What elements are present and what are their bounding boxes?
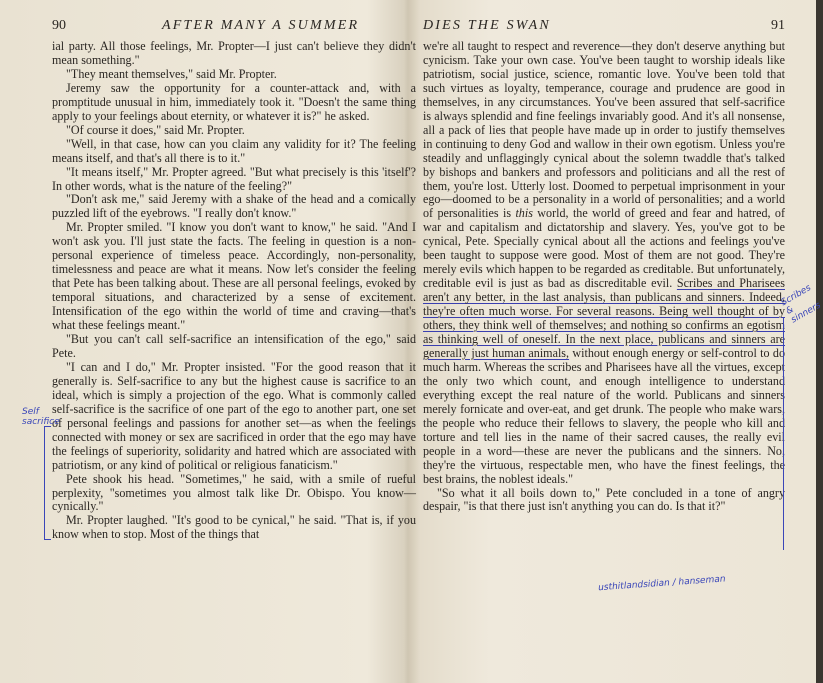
left-page bbox=[52, 18, 416, 678]
paragraph: Jeremy saw the opportunity for a counter-attack and, with a promptitude unusual in him, immediately took it. "Doesn't the same thing apply to your feelings about eternity, or whatever it is?" he asked. bbox=[52, 80, 416, 123]
right-running-head: DIES THE SWAN bbox=[423, 18, 551, 33]
right-page-text bbox=[423, 40, 785, 514]
bottom-handwritten-note: usthitlandsidian / hanseman bbox=[597, 574, 726, 594]
underlined-passage: Scribes and Pharisees aren't any better, in the last analysis, than publicans and sinners. Indeed, they're often much worse. For several reasons. Being well thought of by others, they think well of themselves; and nothing so confirms an egotism as thinking well of oneself. In the next place, publicans and sinners are generally just human animals, bbox=[423, 276, 785, 360]
paragraph: "They meant themselves," said Mr. Propter. bbox=[66, 66, 277, 81]
paragraph: "Don't ask me," said Jeremy with a shake of the head and a comically puzzled lift of the eyebrows. "I really don't know." bbox=[52, 192, 416, 221]
right-page-number: 91 bbox=[771, 18, 785, 33]
paragraph: Mr. Propter laughed. "It's good to be cynical," he said. "That is, if you know when to stop. Most of the things that bbox=[52, 513, 416, 542]
paragraph: Pete shook his head. "Sometimes," he said, with a smile of rueful perplexity, "sometimes you almost talk like Dr. Obispo. You know—cynically." bbox=[52, 471, 416, 514]
paragraph: we're all taught to respect and reverence—they don't deserve anything but cynicism. Take your own case. You've been taught to worship ideals like patriotism, social justice, science, romantic love. You've been told that such virtues as loyalty, temperance, courage and prudence are good in themselves, in any circumstances. You've been assured that self-sacrifice is always splendid and fine feelings invariably good. And it's all nonsense, all a pack of lies that people have made up in order to justify themselves in continuing to deny God and wallow in their own egotism. Unless you're steadily and unflaggingly cynical about the solemn twaddle that's talked by bishops and bankers and professors and politicians and all the rest of them, you're lost. Utterly lost. Doomed to perpetual imprisonment in your ego—doomed to be a personality in a world of personalities; and a world of personalities is this world, the world of greed and fear and hatred, of war and capitalism and dictatorship and slavery. Yes, you've got to be cynical, Pete. Specially cynical about all the actions and feelings you've been taught to suppose were good. Most of them are not good. They're merely evils which happen to be regarded as creditable. But unfortunately, creditable evil is just as bad as discreditable evil. Scribes and Pharisees aren't any better, in the last analysis, than publicans and sinners. Indeed, they're often much worse. For several reasons. Being well thought of by others, they think well of themselves; and nothing so confirms an egotism as thinking well of oneself. In the next place, publicans and sinners are generally just human animals, without enough energy or self-control to do much harm. Whereas the scribes and Pharisees have all the virtues, except the only two which count, and enough intelligence to understand everything except the real nature of the world. Publicans and sinners merely fornicate and over-eat, and get drunk. The people who make wars, the people who reduce their fellows to slavery, the people who kill and torture and tell lies in the name of their sacred causes, the really evil people in a word—these are never the publicans and the sinners. No, they're the virtuous, respectable men, who have the finest feelings, the best brains, the noblest ideals." bbox=[423, 39, 785, 486]
left-page-number: 90 bbox=[52, 18, 66, 33]
paragraph: "Well, in that case, how can you claim any validity for it? The feeling means itself, and that's all there is to it." bbox=[52, 136, 416, 165]
left-margin-bracket bbox=[44, 426, 51, 540]
paragraph: Mr. Propter smiled. "I know you don't want to know," he said. "And I won't ask you. I'll just state the facts. The feeling in question is a non-personal experience of timeless peace. Accordingly, non-personality, timelessness and peace are what it means. Now let's consider the feeling that Pete has been talking about. These are all personal feelings, evoked by temporal situations, and characterized by a sense of excitement. Intensification of the ego within the world of time and craving—that's what these feelings meant." bbox=[52, 220, 416, 333]
left-running-head: AFTER MANY A SUMMER bbox=[162, 18, 360, 33]
right-margin-bracket bbox=[777, 318, 784, 550]
right-margin-note: Scribes & sinners bbox=[779, 283, 823, 326]
left-page-header bbox=[52, 18, 416, 40]
left-page-text bbox=[52, 40, 416, 542]
paragraph: "So what it all boils down to," Pete concluded in a tone of angry despair, "is that there just isn't anything you can do. Is that it?" bbox=[423, 485, 785, 514]
paragraph: "It means itself," Mr. Propter agreed. "But what precisely is this 'itself'? In other words, what is the nature of the feeling?" bbox=[52, 164, 416, 193]
paragraph: "Of course it does," said Mr. Propter. bbox=[66, 122, 245, 137]
paragraph: "I can and I do," Mr. Propter insisted. "For the good reason that it generally is. Self-sacrifice to any but the highest cause is sacrifice to an ideal, which is simply a projection of the ego. What is commonly called self-sacrifice is the sacrifice of one part of the ego to another part, one set of personal feelings and passions for another set—as when the feelings connected with money or sex are sacrificed in order that the ego may have the feelings of superiority, solidarity and hatred which are associated with patriotism, or any kind of political or religious fanaticism." bbox=[52, 359, 416, 472]
paragraph: ial party. All those feelings, Mr. Propter—I just can't believe they didn't mean something." bbox=[52, 39, 416, 67]
paragraph: "But you can't call self-sacrifice an intensification of the ego," said Pete. bbox=[52, 332, 416, 360]
right-page-header bbox=[423, 18, 785, 40]
left-margin-note: Self sacrifice bbox=[22, 407, 60, 427]
